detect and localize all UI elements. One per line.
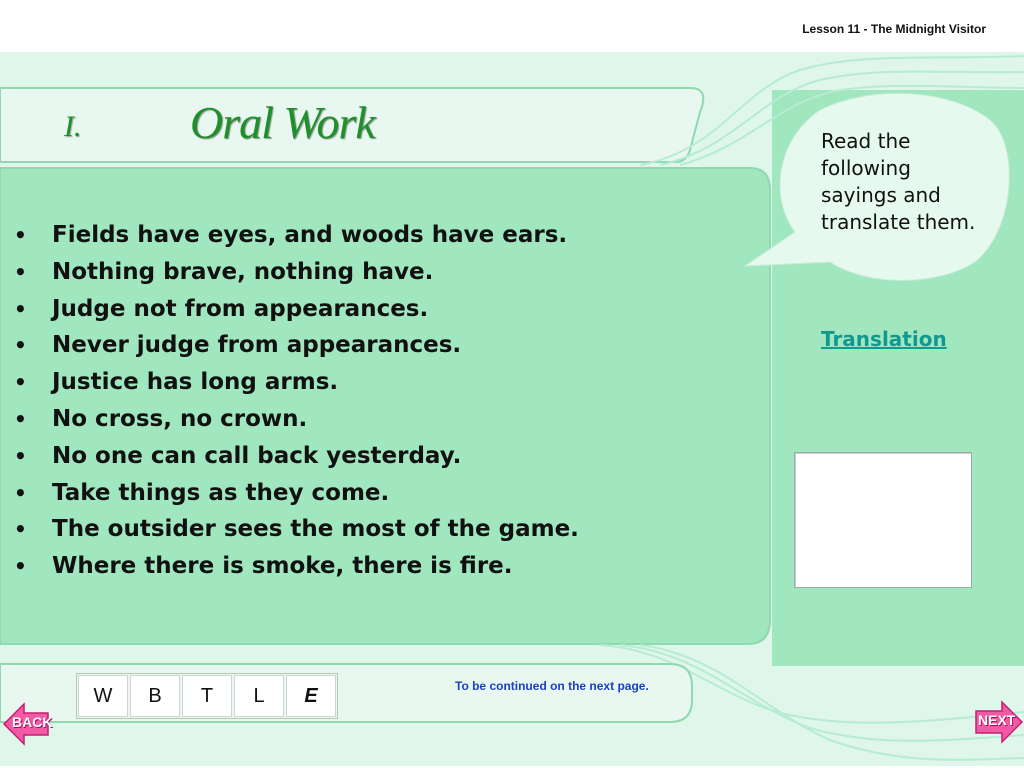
saying-text: The outsider sees the most of the game. bbox=[52, 516, 579, 543]
sayings-list bbox=[12, 217, 579, 585]
saying-text: Where there is smoke, there is fire. bbox=[52, 553, 513, 580]
page-title: Oral Work bbox=[190, 97, 375, 148]
bullet-icon: • bbox=[14, 517, 27, 542]
instruction-bubble-text: Read the following sayings and translate them. bbox=[821, 129, 976, 234]
bullet-icon: • bbox=[14, 223, 27, 247]
bullet-icon: • bbox=[14, 406, 27, 431]
lesson-title: Lesson 11 - The Midnight Visitor bbox=[802, 22, 986, 36]
bullet-icon: • bbox=[14, 443, 27, 468]
saying-text: Justice has long arms. bbox=[52, 369, 339, 396]
next-label: NEXT bbox=[978, 712, 1016, 728]
nav-button-w[interactable]: W bbox=[78, 675, 128, 717]
list-item bbox=[12, 254, 579, 291]
list-item bbox=[12, 548, 579, 585]
saying-text: Judge not from appearances. bbox=[52, 295, 429, 322]
bullet-icon: • bbox=[14, 259, 27, 284]
bullet-icon: • bbox=[14, 480, 27, 505]
list-item bbox=[12, 401, 579, 438]
nav-button-e[interactable]: E bbox=[286, 675, 336, 717]
image-placeholder bbox=[794, 452, 972, 588]
section-nav bbox=[76, 673, 338, 719]
nav-button-t[interactable]: T bbox=[182, 675, 232, 717]
saying-text: Nothing brave, nothing have. bbox=[52, 258, 434, 285]
section-number: I. bbox=[64, 110, 82, 143]
bullet-icon: • bbox=[14, 296, 27, 321]
back-label: BACK bbox=[12, 714, 53, 730]
nav-button-b[interactable]: B bbox=[130, 675, 180, 717]
bullet-icon: • bbox=[14, 554, 27, 579]
nav-button-l[interactable]: L bbox=[234, 675, 284, 717]
bullet-icon: • bbox=[14, 370, 27, 395]
saying-text: Never judge from appearances. bbox=[52, 332, 462, 359]
list-item bbox=[12, 291, 579, 328]
list-item bbox=[12, 327, 579, 364]
saying-text: Take things as they come. bbox=[52, 479, 390, 506]
list-item bbox=[12, 364, 579, 401]
bullet-icon: • bbox=[14, 333, 27, 358]
list-item bbox=[12, 438, 579, 475]
continued-note: To be continued on the next page. bbox=[455, 679, 649, 693]
next-button[interactable] bbox=[974, 698, 1024, 746]
saying-text: No one can call back yesterday. bbox=[52, 442, 462, 469]
saying-text: Fields have eyes, and woods have ears. bbox=[52, 222, 568, 248]
list-item bbox=[12, 475, 579, 512]
list-item bbox=[12, 217, 579, 254]
saying-text: No cross, no crown. bbox=[52, 405, 308, 432]
back-button[interactable] bbox=[2, 700, 53, 748]
translation-link[interactable]: Translation bbox=[821, 327, 947, 351]
list-item bbox=[12, 511, 579, 548]
